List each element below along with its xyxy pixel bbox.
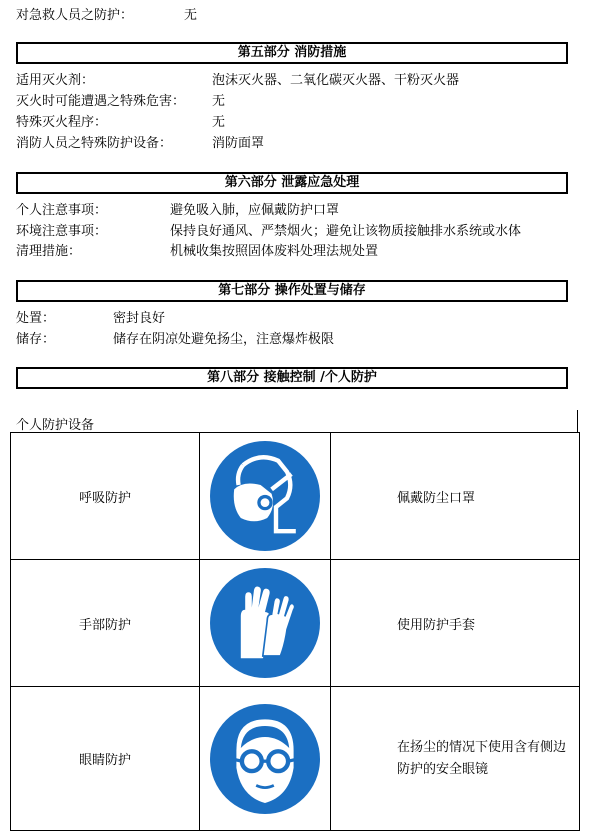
ppe-desc-0: 佩戴防尘口罩: [397, 490, 476, 506]
table-edge: [577, 410, 578, 432]
s7-label-0: 处置：: [16, 311, 56, 326]
s5-label-0: 适用灭火剂：: [16, 73, 95, 88]
s5-label-2: 特殊灭火程序：: [16, 115, 108, 130]
section8-title: 第八部分 接触控制 /个人防护: [16, 367, 568, 389]
s6-label-0: 个人注意事项：: [16, 203, 108, 218]
ppe-desc-1: 使用防护手套: [397, 617, 476, 633]
s5-value-0: 泡沫灭火器、二氧化碳灭火器、干粉灭火器: [212, 73, 460, 88]
s6-value-2: 机械收集按照固体废料处理法规处置: [170, 244, 379, 259]
s5-value-1: 无: [212, 94, 226, 109]
s5-label-3: 消防人员之特殊防护设备：: [16, 136, 173, 151]
section6-title: 第六部分 泄露应急处理: [16, 172, 568, 194]
protective-gloves-icon: [210, 568, 320, 678]
first-aid-protection-value: 无: [184, 8, 198, 23]
s6-label-1: 环境注意事项：: [16, 224, 108, 239]
ppe-table: [10, 432, 580, 831]
s6-value-0: 避免吸入肺，应佩戴防护口罩: [170, 203, 340, 218]
table-row: [11, 687, 580, 831]
ppe-name-0: 呼吸防护: [11, 433, 200, 560]
s6-value-1: 保持良好通风、严禁烟火；避免让该物质接触排水系统或水体: [170, 224, 522, 239]
ppe-desc-2: 在扬尘的情况下使用含有侧边防护的安全眼镜: [397, 739, 567, 777]
section5-title: 第五部分 消防措施: [16, 42, 568, 64]
table-row: [11, 433, 580, 560]
ppe-subtitle: 个人防护设备: [16, 418, 95, 433]
s7-value-1: 储存在阴凉处避免扬尘，注意爆炸极限: [113, 332, 335, 347]
respirator-mask-icon: [210, 441, 320, 551]
s6-label-2: 清理措施：: [16, 244, 82, 259]
first-aid-protection-label: 对急救人员之防护：: [16, 8, 134, 23]
s5-label-1: 灭火时可能遭遇之特殊危害：: [16, 94, 186, 109]
table-row: [11, 560, 580, 687]
ppe-name-1: 手部防护: [11, 560, 200, 687]
s7-value-0: 密封良好: [113, 311, 166, 326]
section7-title: 第七部分 操作处置与储存: [16, 280, 568, 302]
ppe-name-2: 眼睛防护: [11, 687, 200, 831]
safety-goggles-icon: [210, 704, 320, 814]
s7-label-1: 储存：: [16, 332, 56, 347]
s5-value-2: 无: [212, 115, 226, 130]
s5-value-3: 消防面罩: [212, 136, 265, 151]
